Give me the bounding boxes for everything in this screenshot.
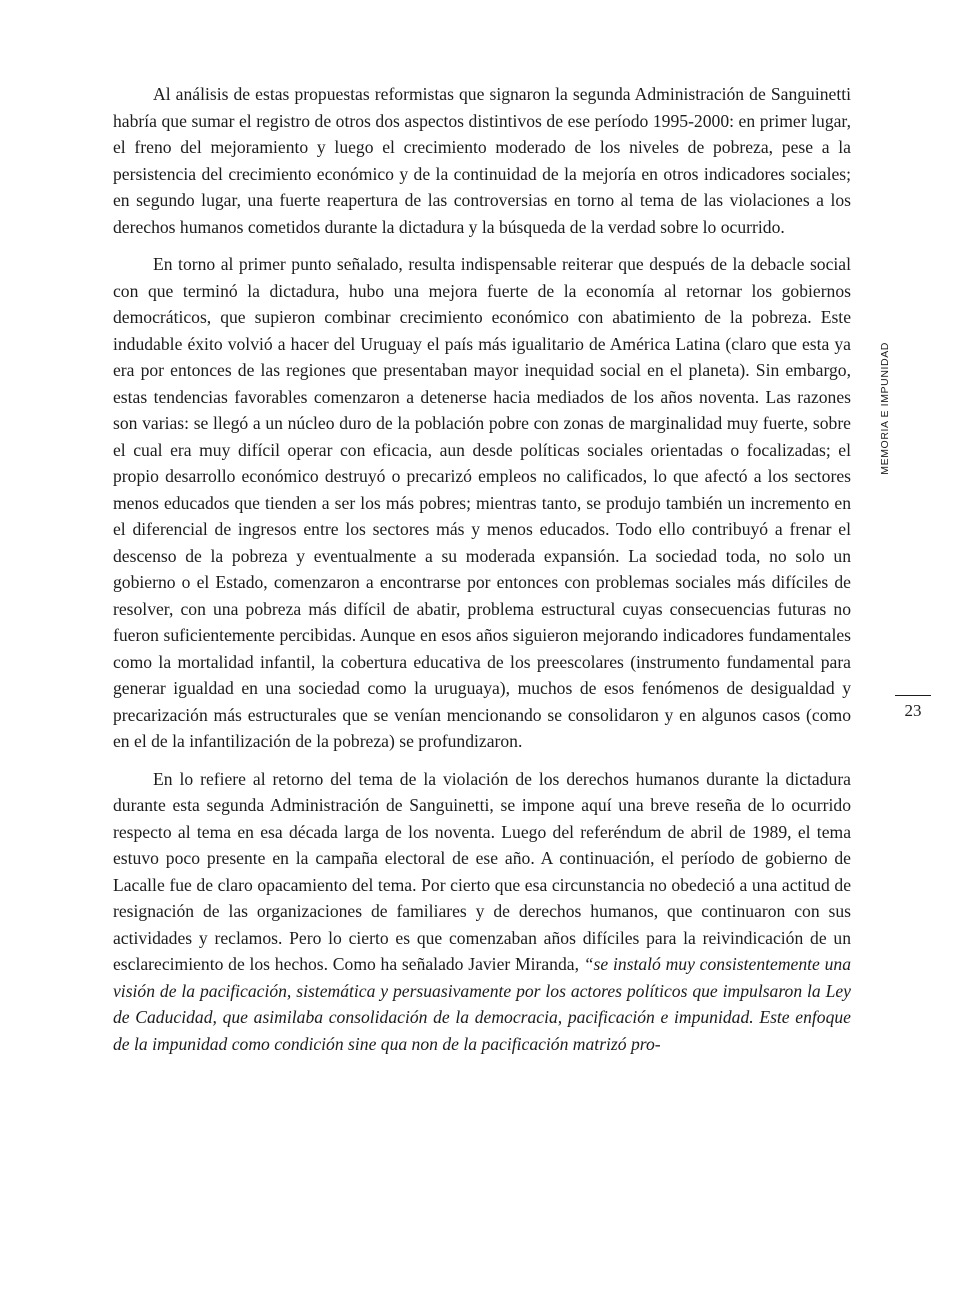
paragraph-2: [113, 251, 851, 755]
paragraph-3: [113, 766, 851, 1058]
running-head-text: MEMORIA E IMPUNIDAD: [879, 342, 891, 475]
miranda-quote: “se instaló muy consistentemente una visión de la pacificación, sistemática y persuasivamente por los actores políticos que impulsaron la Ley de Caducidad, que asimilaba consolidación de la democracia, pacificación e impunidad. Este enfoque de la impunidad como condición sine qua non de la pacificación matrizó pro-: [113, 954, 851, 1054]
page-number: 23: [904, 701, 922, 720]
paragraph-1-text: Al análisis de estas propuestas reformistas que signaron la segunda Administración de Sanguinetti habría que sumar el registro de otros dos aspectos distintivos de ese período 1995-2000: en primer lugar, el freno del mejoramiento y luego el crecimiento moderado de los niveles de pobreza, pese a la persistencia del crecimiento económico y de la continuidad de la mejoría en otros indicadores sociales; en segundo lugar, una fuerte reapertura de las controversias en torno al tema de las violaciones a los derechos humanos cometidos durante la dictadura y la búsqueda de la verdad sobre lo ocurrido.: [113, 84, 851, 237]
body-text: [113, 81, 851, 1068]
page-number-rule: [895, 695, 931, 696]
paragraph-1: [113, 81, 851, 240]
paragraph-3-text: En lo refiere al retorno del tema de la violación de los derechos humanos durante la dictadura durante esta segunda Administración de Sanguinetti, se impone aquí una breve reseña de lo ocurrido respecto al tema en esa década larga de los noventa. Luego del referéndum de abril de 1989, el tema estuvo poco presente en la campaña electoral de ese año. A continuación, el período de gobierno de Lacalle fue de claro opacamiento del tema. Por cierto que esa circunstancia no obedeció a una actitud de resignación de las organizaciones de familiares y de derechos humanos, que continuaron con sus actividades y reclamos. Pero lo cierto es que comenzaban años difíciles para la reivindicación de un esclarecimiento de los hechos. Como ha señalado Javier Miranda,: [113, 768, 851, 974]
paragraph-2-text: En torno al primer punto señalado, resulta indispensable reiterar que después de la debacle social con que terminó la dictadura, hubo una mejora fuerte de la economía al retornar los gobiernos democráticos, que supieron combinar crecimiento económico con abatimiento de la pobreza. Este indudable éxito volvió a hacer del Uruguay el país más igualitario de América Latina (claro que esta ya era por entonces de las regiones que presentaban mayor inequidad social en el planeta). Sin embargo, estas tendencias favorables comenzaron a detenerse hacia mediados de los años noventa. Las razones son varias: se llegó a un núcleo duro de la población pobre con zonas de marginalidad muy fuerte, sobre el cual era muy difícil operar con eficacia, aun desde políticas sociales orientadas o focalizadas; el propio desarrollo económico destruyó o precarizó empleos no calificados, lo que afectó a los sectores menos educados que tienden a ser los más pobres; mientras tanto, se produjo también un incremento en el diferencial de ingresos entre los sectores más y menos educados. Todo ello contribuyó a frenar el descenso de la pobreza y eventualmente a su moderada expansión. La sociedad toda, no solo un gobierno o el Estado, comenzaron a encontrarse por entonces con problemas sociales más difíciles de resolver, con una pobreza más difícil de abatir, problema estructural cuyas consecuencias futuras no fueron suficientemente percibidas. Aunque en esos años siguieron mejorando indicadores fundamentales como la mortalidad infantil, la cobertura educativa de los preescolares (instrumento fundamental para generar igualdad en una sociedad como la uruguaya), muchos de esos fenómenos de desigualdad y precarización más estructurales que se venían mencionando se consolidaron y en algunos casos (como en el de la infantilización de la pobreza) se profundizaron.: [113, 254, 851, 751]
